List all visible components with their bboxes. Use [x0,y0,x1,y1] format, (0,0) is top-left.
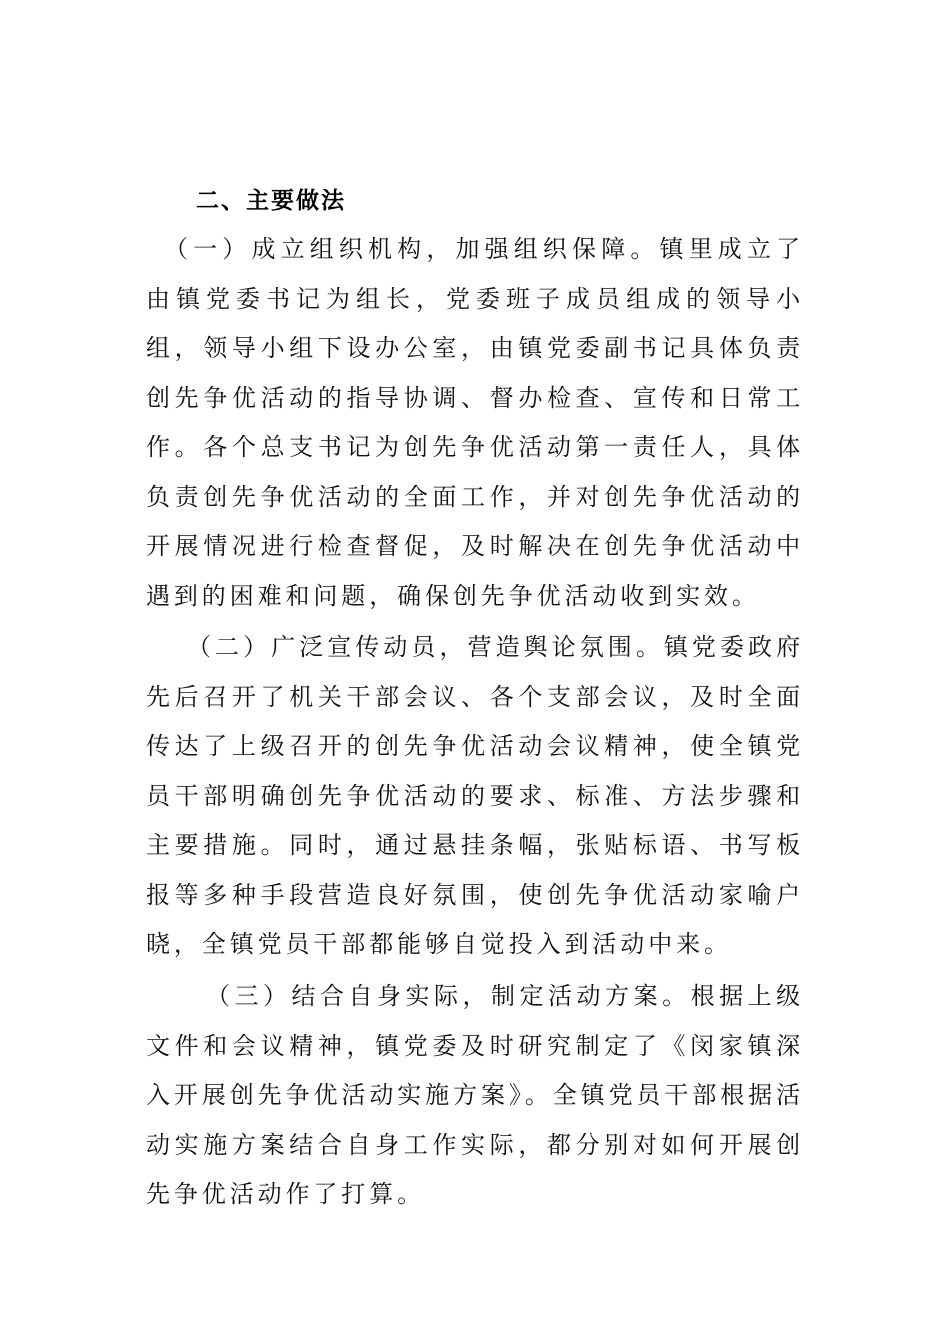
section-heading: 二、主要做法 [196,188,346,214]
paragraph-1: （一）成立组织机构，加强组织保障。镇里成立了由镇党委书记为组长，党委班子成员组成的领导小组，领导小组下设办公室，由镇党委副书记具体负责创先争优活动的指导协调、督办检查、宣传和日常工作。各个总支书记为创先争优活动第一责任人，具体负责创先争优活动的全面工作，并对创先争优活动的开展情况进行检查督促，及时解决在创先争优活动中遇到的困难和问题，确保创先争优活动收到实效。 [146,235,804,610]
paragraph-3: （三）结合自身实际，制定活动方案。根据上级文件和会议精神，镇党委及时研究制定了《闵家镇深入开展创先争优活动实施方案》。全镇党员干部根据活动实施方案结合自身工作实际，都分别对如何开展创先争优活动作了打算。 [146,982,804,1208]
paragraph-2: （二）广泛宣传动员，营造舆论氛围。镇党委政府先后召开了机关干部会议、各个支部会议，及时全面传达了上级召开的创先争优活动会议精神，使全镇党员干部明确创先争优活动的要求、标准、方法步骤和主要措施。同时，通过悬挂条幅，张贴标语、书写板报等多种手段营造良好氛围，使创先争优活动家喻户晓，全镇党员干部都能够自觉投入到活动中来。 [146,633,804,958]
